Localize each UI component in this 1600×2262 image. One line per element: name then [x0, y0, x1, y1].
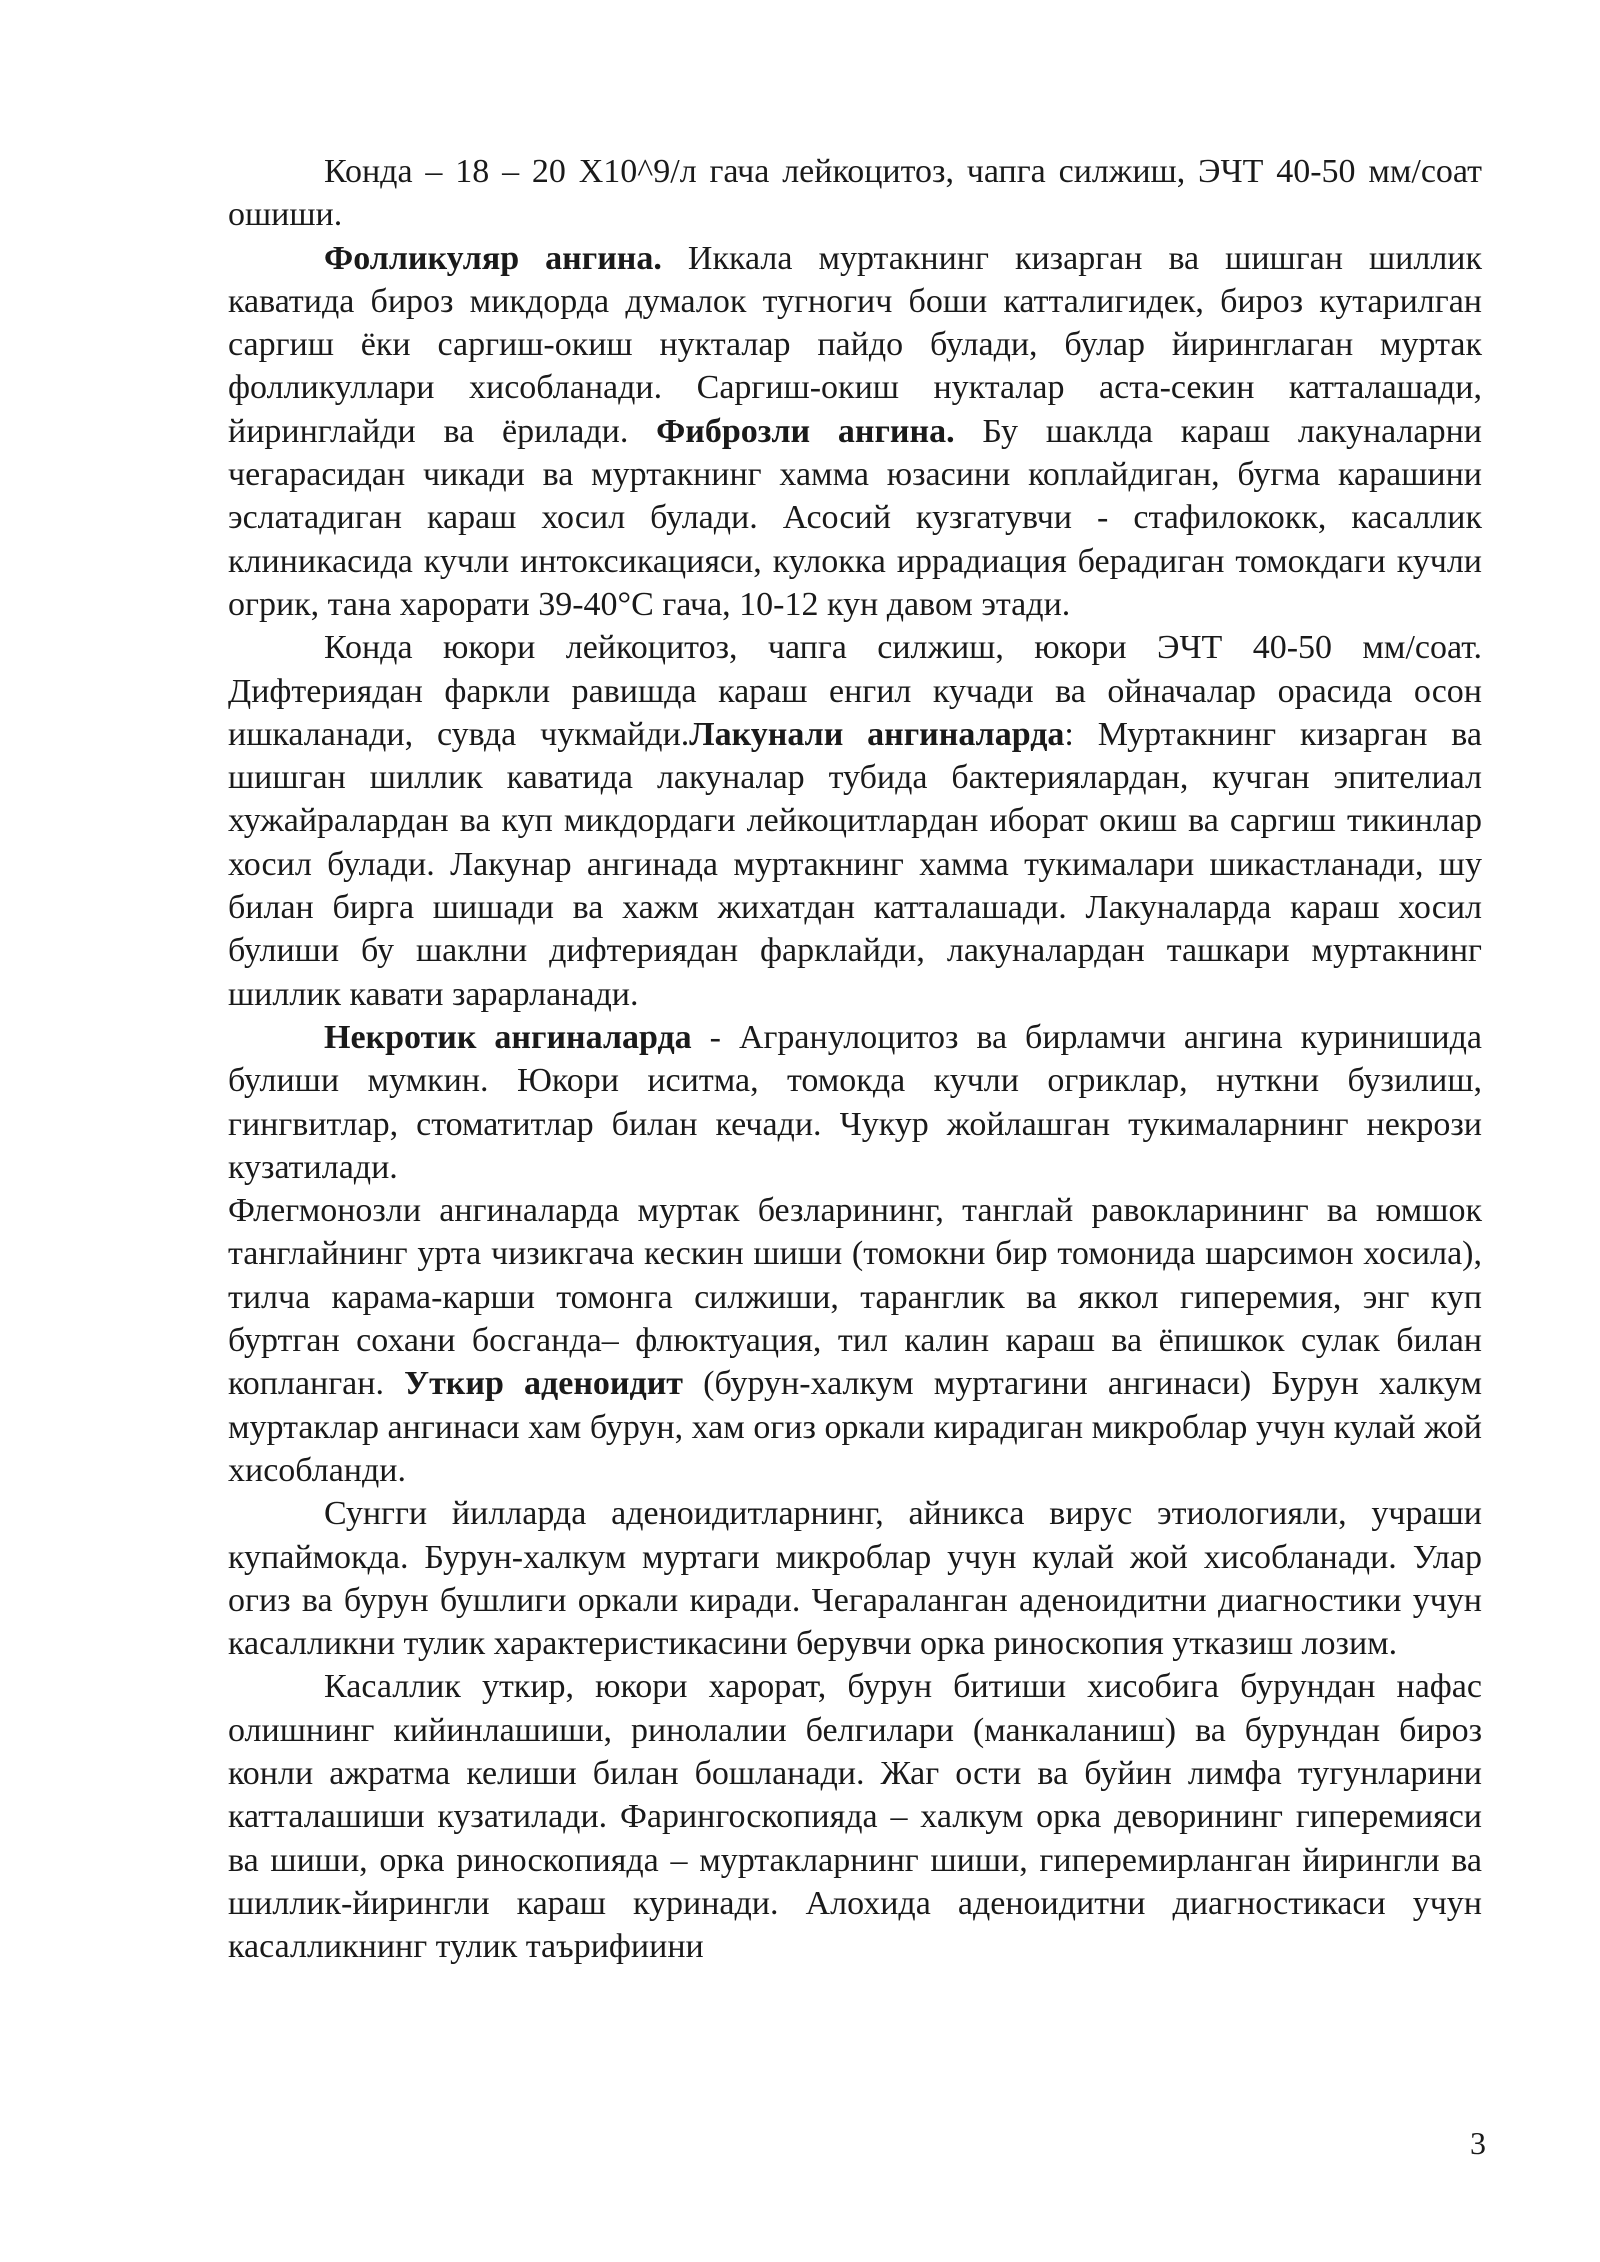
paragraph-disease-onset: Касаллик уткир, юкори харорат, бурун битиши хисобига бурундан нафас олишнинг кийинлашиши, ринолалии белгилари (манкаланиш) ва бурундан бироз конли ажратма келиши билан бошланади. Жаг ости ва буйин лимфа тугунларини катталашиши кузатилади. Фарингоскопияда – халкум орка деворининг гиперемияси ва шиши, орка риноскопияда – муртакларнинг шиши, гиперемирланган йирингли ва шиллик-йирингли караш куринади. Алохида аденоидитни диагностикаси учун касалликнинг тулик таърифиини [228, 1668, 1482, 1966]
paragraph-adenoiditis-incidence: Сунгги йилларда аденоидитларнинг, айникса вирус этиологияли, учраши купаймокда. Бурун-халкум муртаги микроблар учун кулай жой хисобланади. Улар огиз ва бурун бушлиги оркали киради. Чегараланган аденоидитни диагностики учун касалликни тулик характеристикасини берувчи орка риноскопия утказиш лозим. [228, 1495, 1482, 1663]
heading-follicular-angina: Фолликуляр ангина. [324, 239, 662, 277]
heading-acute-adenoiditis: Уткир аденоидит [404, 1365, 684, 1403]
paragraph-follicular-angina [228, 237, 1482, 627]
text-phlegmonous-angina: Флегмонозли ангиналарда муртак безларининг, танглай равокларининг ва юмшок танглайнинг урта чизикгача кескин шиши (томокни бир томонида шарсимон хосила), тилча карама-карши томонга силжиши, таранглик ва яккол гиперемия, энг куп буртган сохани босганда– флюктуация, тил калин караш ва ёпишкок сулак билан копланган. [228, 1192, 1482, 1403]
document-body [228, 150, 1482, 1968]
text-diphtheria-difference: Конда юкори лейкоцитоз, чапга силжиш, юкори ЭЧТ 40-50 мм/соат. Дифтериядан фаркли равишда караш енгил кучади ва ойначалар орасида осон ишкаланади, сувда чукмайди. [228, 629, 1482, 753]
paragraph-lacunar-angina [228, 626, 1482, 1016]
paragraph-phlegmonous-angina [228, 1189, 1482, 1492]
page-number: 3 [1470, 2125, 1486, 2161]
text-lacunar-angina: : Муртакнинг кизарган ва шишган шиллик каватида лакуналар тубида бактериялардан, кучган эпителиал хужайралардан ва куп микдордаги лейкоцитлардан иборат окиш ва саргиш тикинлар хосил булади. Лакунар ангинада муртакнинг хамма тукималари шикастланади, шу билан бирга шишади ва хажм жихатдан катталашади. Лакуналарда караш хосил булиши бу шаклни дифтериядан фарклайди, лакуналардан ташкари муртакнинг шиллик кавати зарарланади. [228, 715, 1482, 1013]
heading-lacunar-angina: Лакунали ангиналарда [689, 715, 1065, 753]
heading-necrotic-angina: Некротик ангиналарда [324, 1018, 692, 1056]
text-fibrous-angina: Бу шаклда караш лакуналарни чегарасидан чикади ва муртакнинг хамма юзасини коплайдиган, бугма карашини эслатадиган караш хосил булади. Асосий кузгатувчи - стафилококк, касаллик клиникасида кучли интоксикацияси, кулокка иррадиация берадиган томокдаги кучли огрик, тана харорати 39-40°С гача, 10-12 кун давом этади. [228, 412, 1482, 623]
text-acute-adenoiditis: (бурун-халкум муртагини ангинаси) Бурун халкум муртаклар ангинаси хам бурун, хам огиз оркали кирадиган микроблар учун кулай жой хисобланди. [228, 1365, 1482, 1489]
paragraph-necrotic-angina [228, 1016, 1482, 1189]
heading-fibrous-angina: Фиброзли ангина. [656, 412, 955, 450]
text-follicular-angina: Иккала муртакнинг кизарган ва шишган шиллик каватида бироз микдорда думалок тугногич боши катталигидек, бироз кутарилган саргиш ёки саргиш-окиш нукталар пайдо булади, булар йиринглаган муртак фолликуллари хисобланади. Саргиш-окиш нукталар аста-секин катталашади, йиринглайди ва ёрилади. [228, 239, 1483, 450]
text-necrotic-angina: - Агранулоцитоз ва бирламчи ангина куринишида булиши мумкин. Юкори иситма, томокда кучли огриклар, нуткни бузилиш, гингвитлар, стоматитлар билан кечади. Чукур жойлашган тукималарнинг некрози кузатилади. [228, 1018, 1482, 1186]
paragraph-leukocytosis: Конда – 18 – 20 Х10^9/л гача лейкоцитоз, чапга силжиш, ЭЧТ 40-50 мм/соат ошиши. [228, 153, 1482, 234]
